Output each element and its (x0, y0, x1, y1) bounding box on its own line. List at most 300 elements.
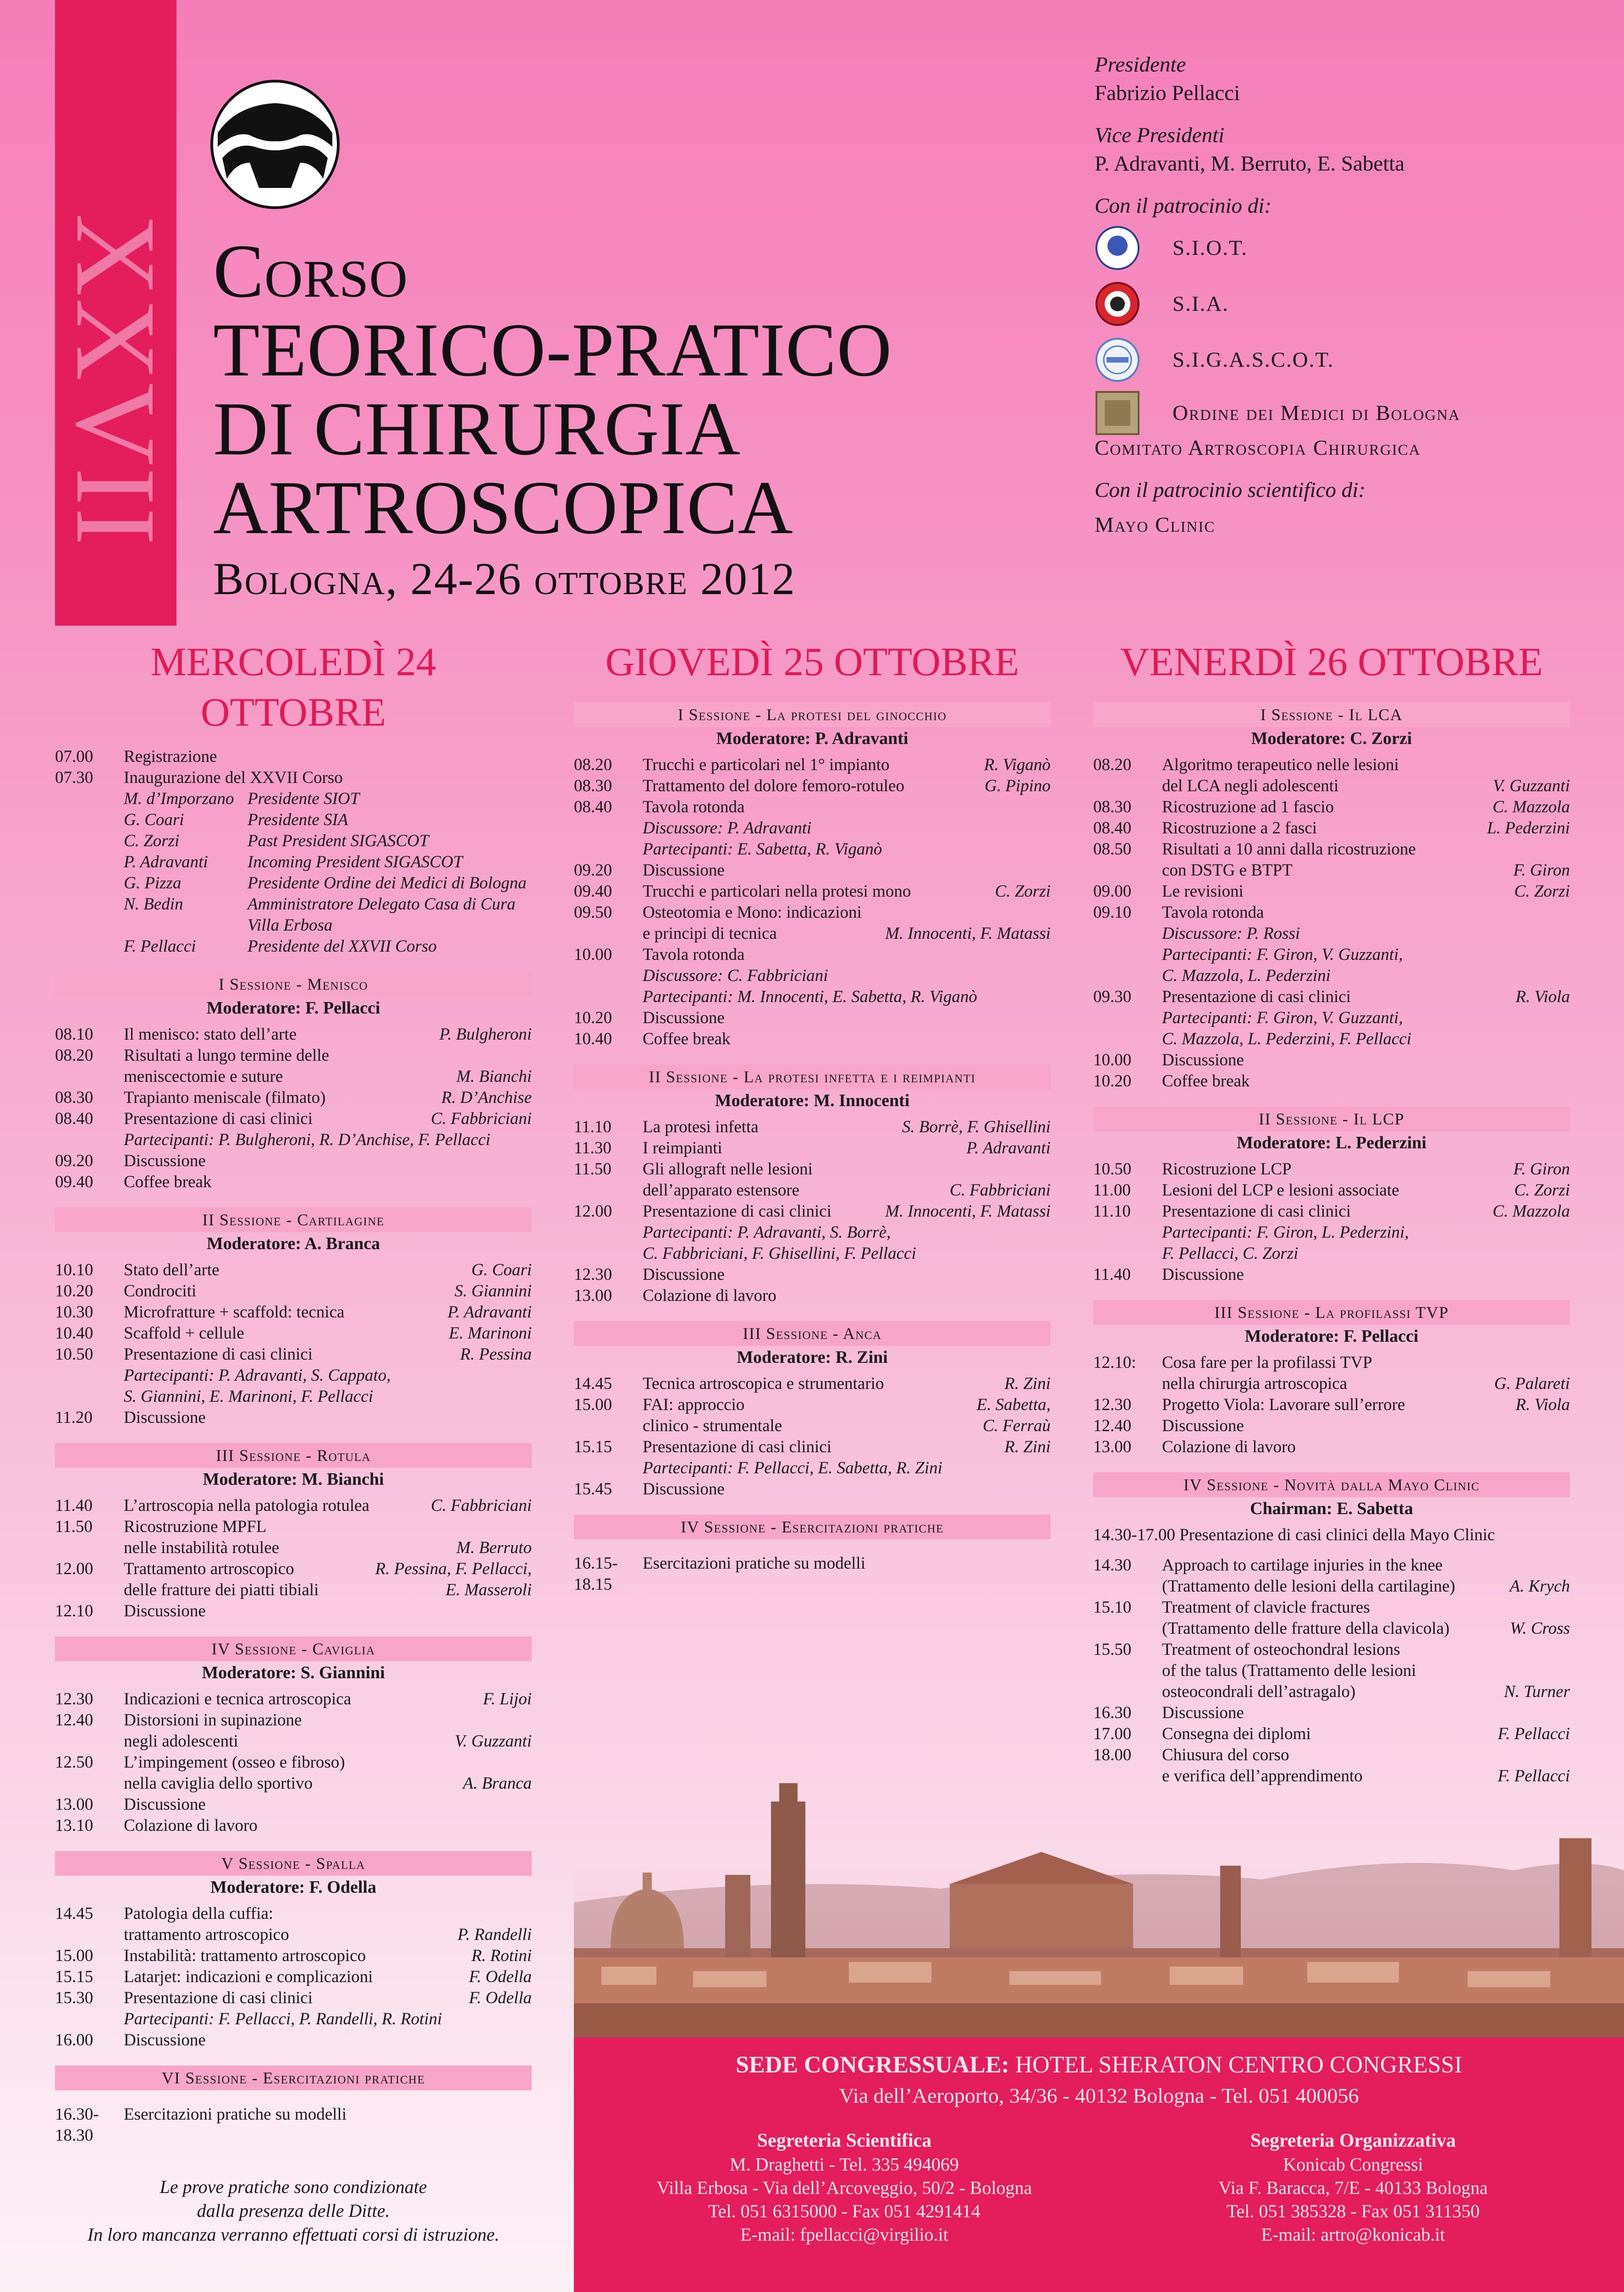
program-row (55, 1580, 532, 1601)
row-title: e verifica dell’apprendimento (1162, 1767, 1363, 1785)
session-title-bar: I Sessione - La protesi del ginocchio (574, 702, 1051, 727)
row-title: Scaffold + cellule (124, 1324, 244, 1343)
row-time: 10.00 (574, 945, 612, 964)
program-row (1093, 1222, 1570, 1243)
row-time: 12.30 (574, 1265, 612, 1284)
program-row (55, 1988, 532, 2009)
row-title: Trucchi e particolari nel 1° impianto (643, 755, 890, 774)
row-time: 13.10 (55, 1816, 94, 1835)
session-moderator: Moderatore: F. Odella (210, 1878, 376, 1897)
row-time: 15.15 (574, 1438, 612, 1456)
row-title: Consegna dei diplomi (1162, 1725, 1311, 1743)
row-title: L’artroscopia nella patologia rotulea (124, 1496, 369, 1515)
row-title: Progetto Viola: Lavorare sull’errore (1162, 1395, 1405, 1414)
row-speaker: R. Pessina, F. Pellacci, (375, 1559, 532, 1578)
row-time (1093, 1373, 1162, 1394)
sessions-list (1093, 702, 1570, 1787)
row-time: 08.20 (574, 755, 612, 774)
row-time: 09.40 (55, 1173, 94, 1191)
sessions-list (55, 972, 532, 2146)
row-title: S. Giannini, E. Marinoni, F. Pellacci (124, 1387, 373, 1406)
program-row (574, 1285, 1051, 1306)
row-title: Microfratture + scaffold: tecnica (124, 1303, 345, 1322)
session-moderator: Moderatore: F. Pellacci (1244, 1327, 1419, 1346)
session-spacer (55, 2090, 532, 2104)
session-moderator: Moderatore: A. Branca (206, 1234, 380, 1253)
program-row (574, 1117, 1051, 1138)
program-row (55, 1066, 532, 1087)
session-title-bar: II Sessione - La protesi infetta e i reimpianti (574, 1064, 1051, 1089)
row-time: 15.10 (1093, 1598, 1132, 1617)
row-time: 08.20 (1093, 755, 1132, 774)
row-time: 09.20 (55, 1152, 94, 1170)
row-time: 12.00 (574, 1202, 612, 1221)
row-title: nelle instabilità rotulee (124, 1538, 280, 1557)
program-row (55, 1815, 532, 1836)
row-speaker: F. Odella (468, 1989, 532, 2007)
row-time: 16.30-18.30 (55, 2105, 99, 2145)
row-title: Partecipanti: F. Giron, V. Guzzanti, (1162, 1008, 1403, 1027)
authority-name: G. Coari (124, 810, 184, 829)
row-speaker: C. Zorzi (1514, 882, 1570, 901)
row-title: Discussione (124, 1408, 206, 1427)
row-title: Gli allograft nelle lesioni (643, 1160, 813, 1179)
row-time: 16.30 (1093, 1703, 1132, 1722)
session-lead: 14.30-17.00 Presentazione di casi clinici della Mayo Clinic (1093, 1526, 1495, 1544)
row-time: 10.50 (55, 1345, 94, 1364)
session-title-bar: III Sessione - Rotula (55, 1443, 532, 1468)
program-row (55, 1924, 532, 1945)
program-row (55, 1731, 532, 1752)
program-row (574, 1437, 1051, 1458)
row-title: Partecipanti: P. Adravanti, S. Borrè, (643, 1223, 891, 1242)
row-title: I reimpianti (643, 1139, 722, 1157)
scientific-email-link[interactable]: E-mail: fpellacci@virgilio.it (740, 2224, 948, 2245)
row-time: 13.00 (574, 1286, 612, 1305)
row-title: C. Fabbriciani, F. Ghisellini, F. Pellacci (643, 1244, 916, 1263)
row-title: Chiusura del corso (1162, 1746, 1289, 1764)
row-time: 09.20 (574, 861, 612, 880)
program-row (1093, 1201, 1570, 1222)
row-time: 15.45 (574, 1480, 612, 1499)
authority-name: F. Pellacci (124, 937, 196, 956)
row-time (574, 818, 643, 839)
row-title: Instabilità: trattamento artroscopico (124, 1946, 366, 1965)
row-time (1093, 1243, 1162, 1264)
program-row (1093, 1243, 1570, 1264)
authority-name: P. Adravanti (124, 853, 208, 871)
program-row (1093, 1029, 1570, 1050)
row-title: Risultati a 10 anni dalla ricostruzione (1162, 840, 1416, 859)
row-speaker: F. Pellacci (1497, 1725, 1570, 1743)
row-speaker: R. Viola (1515, 987, 1570, 1006)
row-time: 11.10 (574, 1118, 611, 1136)
row-time (574, 923, 643, 944)
row-title: FAI: approccio (643, 1395, 745, 1414)
row-title: trattamento artroscopico (124, 1925, 289, 1944)
row-title: Tavola rotonda (1162, 903, 1264, 922)
row-title: del LCA negli adolescenti (1162, 777, 1339, 795)
row-time: 08.40 (574, 798, 612, 816)
row-speaker: V. Guzzanti (1493, 777, 1570, 795)
row-time: 10.10 (55, 1261, 94, 1279)
row-speaker: C. Fabbriciani (950, 1181, 1051, 1200)
row-title: e principi di tecnica (643, 924, 777, 943)
row-speaker: R. Viola (1515, 1395, 1570, 1414)
row-time (1093, 1008, 1162, 1029)
row-title: Coffee break (124, 1173, 212, 1191)
row-title: Il menisco: stato dell’arte (124, 1025, 297, 1044)
row-title: Partecipanti: F. Giron, L. Pederzini, (1162, 1223, 1409, 1242)
program-row (55, 1945, 532, 1967)
row-time (1093, 1681, 1162, 1702)
row-speaker: R. Viganò (984, 755, 1051, 774)
program-row (55, 1967, 532, 1988)
program-row (55, 1281, 532, 1302)
row-title: Ricostruzione LCP (1162, 1160, 1292, 1179)
authority-row (55, 936, 532, 957)
program-row (55, 1495, 532, 1516)
session-title-bar: III Sessione - La profilassi TVP (1093, 1300, 1570, 1325)
president-label: Presidente (1095, 53, 1186, 77)
row-time: 15.50 (1093, 1640, 1132, 1659)
program-row (574, 1138, 1051, 1159)
row-time: 09.50 (574, 903, 612, 922)
program-row (55, 1172, 532, 1193)
row-time: 09.10 (1093, 903, 1132, 922)
siot-logo-icon (1095, 225, 1140, 271)
row-title: Partecipanti: P. Adravanti, S. Cappato, (124, 1366, 391, 1385)
authority-role: Presidente del XXVII Corso (248, 937, 437, 956)
program-row (1093, 1681, 1570, 1702)
row-time (1093, 1660, 1162, 1681)
authority-row (55, 810, 532, 831)
row-title: Condrociti (124, 1282, 197, 1300)
program-row (55, 2104, 532, 2146)
row-title: Discussione (1162, 1703, 1244, 1722)
row-speaker: C. Mazzola (1492, 798, 1570, 816)
row-title: Inaugurazione del XXVII Corso (124, 768, 343, 787)
row-title: Esercitazioni pratiche su modelli (643, 1554, 865, 1573)
row-speaker: M. Berruto (456, 1538, 532, 1557)
edition-numeral: XXVII (52, 213, 180, 548)
organizational-secretariat: Segreteria Organizzativa Konicab Congressi Via F. Baracca, 7/E - 40133 Bologna Tel. 051 385328 - Fax 051 311350 E-mail: artro@konicab.it (1124, 2129, 1582, 2246)
authority-role: Amministratore Delegato Casa di Cura Villa Erbosa (248, 895, 516, 935)
program-row (55, 746, 532, 767)
row-speaker: M. Innocenti, F. Matassi (885, 1202, 1051, 1221)
venue-address: Via dell’Aeroporto, 34/36 - 40132 Bologna - Tel. 051 400056 (839, 2084, 1359, 2107)
row-time (55, 1537, 124, 1559)
program-row (1093, 1702, 1570, 1724)
row-title: Presentazione di casi clinici (1162, 1202, 1351, 1221)
row-time (1093, 776, 1162, 797)
row-title: Colazione di lavoro (1162, 1438, 1296, 1456)
row-title: Discussione (643, 1008, 725, 1027)
row-time (55, 1924, 124, 1945)
program-row (574, 797, 1051, 818)
row-title: C. Mazzola, L. Pederzini, F. Pellacci (1162, 1030, 1411, 1048)
row-title: F. Pellacci, C. Zorzi (1162, 1244, 1299, 1263)
program-row (1093, 1373, 1570, 1394)
session-title-bar: I Sessione - Il LCA (1093, 702, 1570, 727)
row-time: 14.45 (55, 1904, 94, 1923)
row-title: dell’apparato estensore (643, 1181, 800, 1200)
row-title: Cosa fare per la profilassi TVP (1162, 1353, 1372, 1372)
row-title: Discussione (643, 1480, 725, 1499)
program-row (1093, 1394, 1570, 1416)
row-time: 16.15-18.15 (574, 1554, 618, 1594)
program-row (574, 860, 1051, 881)
row-title: Trucchi e particolari nella protesi mono (643, 882, 911, 901)
program-row (55, 2009, 532, 2030)
row-title: Distorsioni in supinazione (124, 1711, 302, 1730)
row-speaker: F. Giron (1513, 861, 1570, 880)
row-speaker: E. Marinoni (449, 1324, 532, 1343)
row-title: Discussione (643, 1265, 725, 1284)
scientific-label: Con il patrocinio scientifico di: (1095, 478, 1365, 502)
row-title: Trattamento del dolore femoro-rotuleo (643, 777, 904, 795)
row-title: Esercitazioni pratiche su modelli (124, 2105, 347, 2124)
row-title: Presentazione di casi clinici (1162, 987, 1351, 1006)
row-title: nella chirurgia artroscopica (1162, 1374, 1348, 1393)
row-speaker: P. Randelli (457, 1925, 532, 1944)
program-row (574, 1416, 1051, 1437)
session-title-bar: I Sessione - Menisco (55, 972, 532, 997)
program-row (1093, 1050, 1570, 1071)
authority-row (55, 788, 532, 810)
program-row (574, 986, 1051, 1008)
row-time: 14.45 (574, 1374, 612, 1393)
venue-line: SEDE CONGRESSUALE: HOTEL SHERATON CENTRO CONGRESSI (736, 2052, 1462, 2078)
scientific-name: Mayo Clinic (1095, 513, 1216, 537)
row-time: 11.50 (574, 1160, 611, 1179)
sigascot-logo-icon (1095, 337, 1140, 383)
row-time: 17.00 (1093, 1725, 1132, 1743)
session-moderator: Moderatore: P. Adravanti (716, 729, 908, 748)
program-row (55, 1689, 532, 1710)
program-row (574, 944, 1051, 965)
session-title-bar: IV Sessione - Caviglia (55, 1636, 532, 1661)
row-title: osteocondrali dell’astragalo) (1162, 1682, 1356, 1701)
row-speaker: F. Pellacci (1497, 1767, 1570, 1785)
row-time: 14.30 (1093, 1556, 1132, 1575)
row-title: Risultati a lungo termine delle (124, 1046, 330, 1065)
program-row (55, 1024, 532, 1045)
row-title: Partecipanti: M. Innocenti, E. Sabetta, R. Viganò (643, 987, 977, 1006)
program-row (1093, 1618, 1570, 1639)
authority-name: N. Bedin (124, 895, 183, 914)
vice-names: P. Adravanti, M. Berruto, E. Sabetta (1095, 152, 1405, 176)
row-time: 11.40 (1093, 1265, 1131, 1284)
program-row (574, 1553, 1051, 1595)
row-time: 18.00 (1093, 1746, 1132, 1764)
program-row (574, 818, 1051, 839)
row-title: Treatment of clavicle fractures (1162, 1598, 1370, 1617)
session-title-bar: VI Sessione - Esercitazioni pratiche (55, 2066, 532, 2090)
row-time: 08.10 (55, 1025, 94, 1044)
row-speaker: P. Adravanti (966, 1139, 1051, 1157)
program-row (55, 1903, 532, 1924)
row-time: 10.40 (574, 1030, 612, 1048)
authority-role: Presidente SIA (248, 810, 348, 829)
row-title: Partecipanti: P. Bulgheroni, R. D’Anchise, F. Pellacci (124, 1130, 490, 1149)
row-time (1093, 1029, 1162, 1050)
program-row (1093, 1180, 1570, 1201)
row-title: Discussione (124, 1152, 206, 1170)
row-speaker: R. Zini (1004, 1374, 1051, 1393)
row-speaker: G. Pipino (985, 777, 1051, 795)
program-row (1093, 1416, 1570, 1437)
program-row (1093, 881, 1570, 902)
program-row (1093, 1639, 1570, 1660)
program-row (55, 1407, 532, 1428)
program-row (574, 1222, 1051, 1243)
row-title: Ricostruzione ad 1 fascio (1162, 798, 1334, 816)
row-title: Le revisioni (1162, 882, 1244, 901)
organizational-email-link[interactable]: E-mail: artro@konicab.it (1261, 2224, 1445, 2245)
title-line: ARTROSCOPICA (213, 465, 793, 550)
row-title: Discussore: P. Adravanti (643, 819, 812, 837)
row-title: Coffee break (643, 1030, 731, 1048)
program-row (574, 1159, 1051, 1180)
row-time: 08.30 (574, 777, 612, 795)
day-column-friday (1093, 637, 1570, 1787)
row-title: Stato dell’arte (124, 1261, 220, 1279)
row-title: Discussione (1162, 1051, 1244, 1069)
program-row (574, 1180, 1051, 1201)
row-speaker: V. Guzzanti (455, 1732, 532, 1751)
scientific-secretariat: Segreteria Scientifica M. Draghetti - Tel. 335 494069 Villa Erbosa - Via dell’Arcoveggio, 50/2 - Bologna Tel. 051 6315000 - Fax 051 4291414 E-mail: fpellacci@virgilio.it (615, 2129, 1073, 2246)
program-row (55, 1087, 532, 1108)
row-time: 08.30 (55, 1088, 94, 1107)
row-time: 13.00 (1093, 1438, 1132, 1456)
row-title: Osteotomia e Mono: indicazioni (643, 903, 862, 922)
program-row (1093, 944, 1570, 965)
program-row (574, 1394, 1051, 1416)
row-speaker: E. Sabetta, (976, 1395, 1051, 1414)
program-row (55, 1344, 532, 1365)
authority-name: C. Zorzi (124, 832, 180, 850)
session-moderator: Moderatore: S. Giannini (202, 1663, 385, 1682)
program-row (55, 1559, 532, 1580)
authority-name: M. d’Imporzano (124, 789, 234, 808)
row-time: 08.30 (1093, 798, 1132, 816)
program-row (574, 1264, 1051, 1285)
title-line: Corso (213, 229, 408, 313)
row-speaker: G. Coari (471, 1261, 532, 1279)
program-row (574, 755, 1051, 776)
row-title: Partecipanti: F. Pellacci, P. Randelli, R. Rotini (124, 2010, 442, 2028)
program-row (574, 965, 1051, 986)
program-row (574, 1029, 1051, 1050)
row-time (55, 1773, 124, 1794)
row-time (1093, 1576, 1162, 1597)
program-row (55, 1323, 532, 1344)
row-title: Discussione (124, 1795, 206, 1814)
row-speaker: M. Bianchi (456, 1067, 532, 1086)
row-title: Presentazione di casi clinici (124, 1989, 313, 2007)
program-row (574, 1458, 1051, 1479)
row-speaker: C. Mazzola (1492, 1202, 1570, 1221)
program-row (1093, 1555, 1570, 1576)
row-title: Ricostruzione MPFL (124, 1517, 267, 1536)
row-title: Lesioni del LCP e lesioni associate (1162, 1181, 1399, 1200)
row-title: of the talus (Trattamento delle lesioni (1162, 1661, 1416, 1680)
row-time (1093, 1618, 1162, 1639)
row-time (574, 1180, 643, 1201)
row-title: Indicazioni e tecnica artroscopica (124, 1690, 352, 1708)
program-row (574, 1201, 1051, 1222)
authorities-list (55, 788, 532, 957)
program-row (55, 1365, 532, 1386)
program-row (55, 1386, 532, 1407)
row-time: 15.15 (55, 1967, 94, 1986)
program-row (574, 776, 1051, 797)
row-time (574, 1243, 643, 1264)
row-time: 12.40 (1093, 1416, 1132, 1435)
row-speaker: E. Masseroli (446, 1581, 532, 1599)
program-row (55, 767, 532, 788)
row-speaker: S. Giannini (454, 1282, 532, 1300)
row-title: delle fratture dei piatti tibiali (124, 1581, 319, 1599)
row-time: 15.00 (574, 1395, 612, 1414)
program-row (1093, 839, 1570, 860)
row-title: Discussione (1162, 1416, 1244, 1435)
row-title: Ricostruzione a 2 fasci (1162, 819, 1317, 837)
session-moderator: Moderatore: F. Pellacci (206, 998, 380, 1018)
row-time: 12.30 (1093, 1395, 1132, 1414)
row-time (574, 1458, 643, 1479)
program-row (1093, 1071, 1570, 1092)
row-time: 10.50 (1093, 1160, 1132, 1179)
practical-note: Le prove pratiche sono condizionate dalla presenza delle Ditte. In loro mancanza verranno effettuati corsi di istruzione. (87, 2176, 500, 2245)
row-time: 08.40 (1093, 819, 1132, 837)
program-row (55, 2030, 532, 2051)
row-speaker: N. Turner (1504, 1682, 1570, 1701)
row-title: Tecnica artroscopica e strumentario (643, 1374, 884, 1393)
row-title: (Trattamento delle lesioni della cartilagine) (1162, 1577, 1455, 1596)
program-row (55, 1710, 532, 1731)
row-time: 12.30 (55, 1690, 94, 1708)
row-speaker: R. D’Anchise (441, 1088, 532, 1107)
row-speaker: A. Krych (1509, 1577, 1570, 1596)
row-title: Registrazione (124, 747, 217, 766)
vice-label: Vice Presidenti (1095, 123, 1225, 147)
session-moderator: Moderatore: L. Pederzini (1237, 1133, 1426, 1152)
organizers-block (1095, 50, 1603, 539)
authority-role: Presidente SIOT (248, 789, 360, 808)
row-time (1093, 1222, 1162, 1243)
row-time (55, 1386, 124, 1407)
program-row (1093, 776, 1570, 797)
row-title: Latarjet: indicazioni e complicazioni (124, 1967, 373, 1986)
row-time: 08.40 (55, 1109, 94, 1128)
row-time: 11.50 (55, 1517, 93, 1536)
authority-row (55, 894, 532, 936)
program-row (1093, 1724, 1570, 1745)
row-title: clinico - strumentale (643, 1416, 782, 1435)
row-time: 11.30 (574, 1139, 611, 1157)
session-title-bar: IV Sessione - Novità dalla Mayo Clinic (1093, 1472, 1570, 1497)
row-time: 10.40 (55, 1324, 94, 1343)
row-title: Discussione (1162, 1265, 1244, 1284)
row-time: 11.10 (1093, 1202, 1131, 1221)
session-moderator: Moderatore: M. Bianchi (203, 1470, 384, 1489)
row-time: 08.20 (55, 1046, 94, 1065)
authority-row (55, 831, 532, 852)
session-moderator: Moderatore: R. Zini (737, 1348, 888, 1367)
program-row (574, 881, 1051, 902)
